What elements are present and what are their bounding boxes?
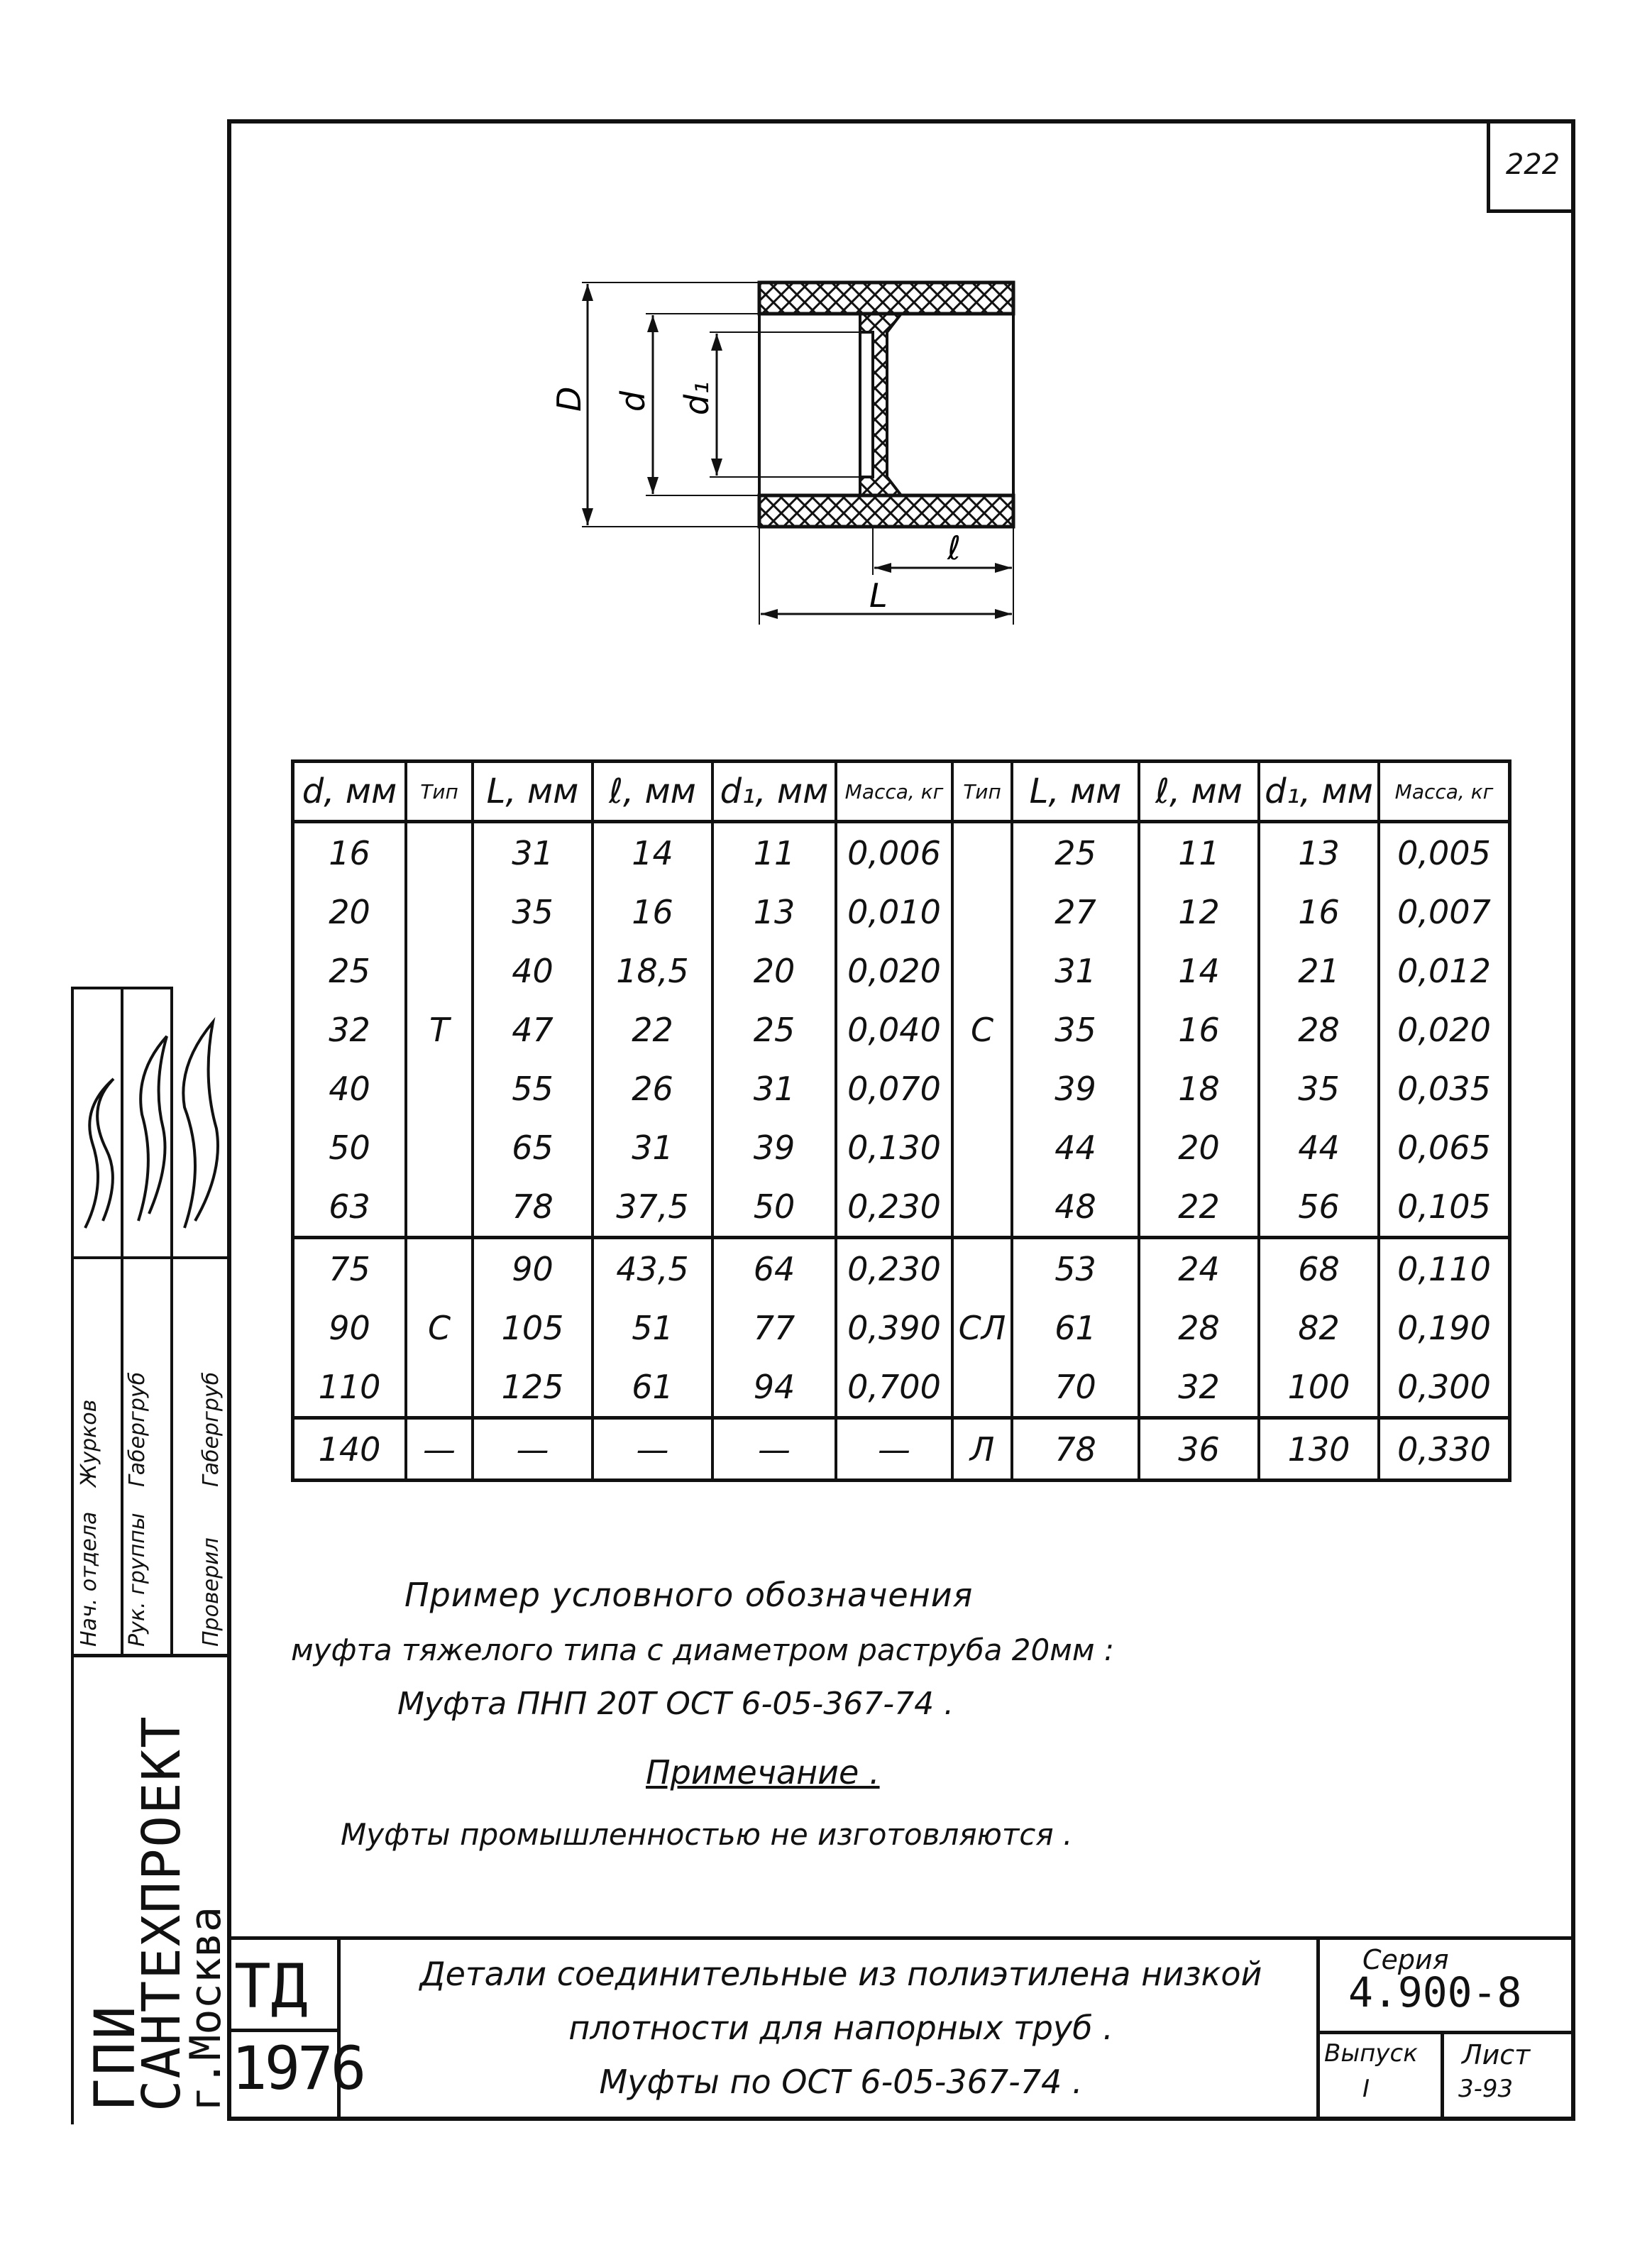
name-group-leader: Габергруб (125, 1371, 150, 1487)
cell-L: 31 (1012, 941, 1139, 1000)
cell-mass: 0,230 (836, 1238, 952, 1299)
table-row (293, 941, 1510, 1000)
cell-d: 32 (329, 1010, 370, 1049)
table-header-row (293, 762, 1510, 822)
series-label: Серия (1362, 1944, 1449, 1975)
cell-mass: 0,130 (836, 1118, 952, 1177)
cell-mass: 0,070 (836, 1059, 952, 1118)
cell-d: 25 (329, 951, 370, 990)
cell-L: 27 (1012, 882, 1139, 941)
label-l: ℓ (947, 529, 962, 567)
col-type-left: Тип (406, 762, 473, 822)
cell-l: 36 (1139, 1418, 1259, 1481)
cell-type-left: С (406, 1238, 473, 1418)
coupling-section-drawing (539, 256, 1079, 653)
cell-l: 18,5 (593, 941, 712, 1000)
label-D: D (550, 386, 588, 412)
cell-L: 125 (473, 1357, 593, 1418)
cell-mass: 0,020 (836, 941, 952, 1000)
table-row (293, 1059, 1510, 1118)
signature-3 (183, 1022, 218, 1228)
label-d1: d₁ (678, 381, 716, 415)
issue-label: Выпуск (1324, 2039, 1418, 2068)
document-title (369, 1947, 1313, 2109)
table-row (293, 1298, 1510, 1357)
cell-d: 110 (318, 1367, 381, 1406)
cell-mass: 0,010 (836, 882, 952, 941)
coupling-spec-table (291, 759, 1511, 1482)
cell-l: 37,5 (593, 1177, 712, 1238)
cell-d1: 39 (712, 1118, 836, 1177)
cell-d1: 77 (712, 1298, 836, 1357)
table-row (293, 1118, 1510, 1177)
label-L: L (869, 576, 888, 615)
cell-l: 18 (1139, 1059, 1259, 1118)
cell-L: 78 (1012, 1418, 1139, 1481)
cell-L: 39 (1012, 1059, 1139, 1118)
table-row (293, 822, 1510, 883)
cell-mass: 0,190 (1379, 1298, 1510, 1357)
cell-L: 35 (473, 882, 593, 941)
col-d1-left: d₁, мм (712, 762, 836, 822)
table-row (293, 1177, 1510, 1238)
cell-mass: 0,300 (1379, 1357, 1510, 1418)
cell-d1: 21 (1259, 941, 1379, 1000)
table-row (293, 1238, 1510, 1299)
series-cell (1316, 1940, 1575, 2121)
cell-mass: 0,005 (1379, 822, 1510, 883)
cell-d: 140 (293, 1418, 407, 1481)
org-line-3: г.Москва (181, 1906, 231, 2112)
cell-type-left: Т (406, 822, 473, 1238)
cell-type-right: СЛ (952, 1238, 1012, 1418)
document-code: ТД (234, 1951, 308, 2022)
cell-l: 11 (1139, 822, 1259, 883)
col-d1-right: d₁, мм (1259, 762, 1379, 822)
title-block (227, 1936, 1575, 2121)
org-line-2: САНТЕХПРОЕКТ (131, 1715, 192, 2112)
col-mass-right: Масса, кг (1379, 762, 1510, 822)
cell-mass: 0,105 (1379, 1177, 1510, 1238)
cell-L: 35 (1012, 1000, 1139, 1059)
cell-d: 50 (329, 1128, 370, 1167)
cell-d1: 31 (712, 1059, 836, 1118)
table-row (293, 1418, 1510, 1481)
cell-d1: 11 (712, 822, 836, 883)
cell-l: 16 (593, 882, 712, 941)
example-code: Муфта ПНП 20Т ОСТ 6-05-367-74 . (397, 1686, 954, 1722)
example-title: Пример условного обозначения (404, 1576, 974, 1614)
col-mass-left: Масса, кг (836, 762, 952, 822)
col-L-right: L, мм (1012, 762, 1139, 822)
cell-L: — (473, 1418, 593, 1481)
cell-d1: 25 (712, 1000, 836, 1059)
col-L-left: L, мм (473, 762, 593, 822)
title-line-3: Муфты по ОСТ 6-05-367-74 . (599, 2063, 1083, 2101)
example-description: муфта тяжелого типа с диаметром раструба 20мм : (291, 1633, 1115, 1667)
table-row (293, 1000, 1510, 1059)
cell-l: 61 (593, 1357, 712, 1418)
cell-d1: 35 (1259, 1059, 1379, 1118)
cell-type-right: С (952, 822, 1012, 1238)
cell-mass: 0,007 (1379, 882, 1510, 941)
cell-L: 90 (473, 1238, 593, 1299)
cell-l: 12 (1139, 882, 1259, 941)
cell-d1: 50 (712, 1177, 836, 1238)
cell-L: 31 (473, 822, 593, 883)
cell-mass: 0,035 (1379, 1059, 1510, 1118)
cell-d1: — (712, 1418, 836, 1481)
remark-text: Муфты промышленностью не изготовляются . (341, 1817, 1073, 1852)
label-d: d (614, 390, 652, 412)
cell-L: 40 (473, 941, 593, 1000)
col-l-right: ℓ, мм (1139, 762, 1259, 822)
cell-d1: 100 (1259, 1357, 1379, 1418)
cell-d1: 94 (712, 1357, 836, 1418)
cell-d1: 28 (1259, 1000, 1379, 1059)
cell-mass: 0,700 (836, 1357, 952, 1418)
cell-mass: 0,065 (1379, 1118, 1510, 1177)
cell-l: 43,5 (593, 1238, 712, 1299)
cell-L: 55 (473, 1059, 593, 1118)
cell-L: 25 (1012, 822, 1139, 883)
cell-l: 31 (593, 1118, 712, 1177)
cell-mass: 0,330 (1379, 1418, 1510, 1481)
signature-2 (138, 1036, 167, 1221)
role-group-leader: Рук. группы (125, 1513, 150, 1647)
cell-type-left: — (406, 1418, 473, 1481)
cell-mass: 0,110 (1379, 1238, 1510, 1299)
org-line-1: ГПИ (84, 2003, 148, 2112)
series-value: 4.900-8 (1348, 1968, 1522, 2017)
cell-d: 16 (329, 833, 370, 872)
cell-d: 90 (329, 1308, 370, 1347)
name-checked-by: Габергруб (199, 1371, 224, 1487)
cell-d1: 44 (1259, 1118, 1379, 1177)
sheet-label: Лист (1462, 2039, 1531, 2070)
cell-l: 28 (1139, 1298, 1259, 1357)
cell-L: 105 (473, 1298, 593, 1357)
cell-d: 63 (329, 1187, 370, 1226)
cell-L: 61 (1012, 1298, 1139, 1357)
cell-d1: 16 (1259, 882, 1379, 941)
cell-d1: 64 (712, 1238, 836, 1299)
signatures (71, 994, 227, 1263)
role-head-of-department: Нач. отдела (77, 1511, 101, 1647)
cell-L: 44 (1012, 1118, 1139, 1177)
title-line-2: плотности для напорных труб . (568, 2009, 1113, 2047)
cell-mass: 0,006 (836, 822, 952, 883)
cell-mass: 0,230 (836, 1177, 952, 1238)
cell-d1: 13 (712, 882, 836, 941)
table-row (293, 1357, 1510, 1418)
cell-d: 75 (293, 1238, 407, 1299)
cell-mass: 0,020 (1379, 1000, 1510, 1059)
sheet-value: 3-93 (1458, 2075, 1514, 2103)
role-checked-by: Проверил (199, 1537, 224, 1647)
document-code-cell (227, 1940, 364, 2121)
cell-mass: — (836, 1418, 952, 1481)
issue-value: I (1362, 2075, 1370, 2103)
cell-l: 14 (593, 822, 712, 883)
cell-d: 40 (329, 1069, 370, 1108)
cell-mass: 0,040 (836, 1000, 952, 1059)
signature-1 (85, 1079, 114, 1228)
cell-d1: 56 (1259, 1177, 1379, 1238)
cell-l: 22 (1139, 1177, 1259, 1238)
cell-l: 22 (593, 1000, 712, 1059)
cell-mass: 0,390 (836, 1298, 952, 1357)
cell-L: 70 (1012, 1357, 1139, 1418)
cell-l: — (593, 1418, 712, 1481)
cell-l: 16 (1139, 1000, 1259, 1059)
cell-d1: 13 (1259, 822, 1379, 883)
page-number: 222 (1487, 119, 1575, 213)
cell-l: 14 (1139, 941, 1259, 1000)
cell-L: 47 (473, 1000, 593, 1059)
title-line-1: Детали соединительные из полиэтилена низкой (419, 1955, 1262, 1993)
name-head-of-department: Журков (77, 1399, 101, 1487)
cell-d1: 130 (1259, 1418, 1379, 1481)
cell-L: 48 (1012, 1177, 1139, 1238)
cell-L: 78 (473, 1177, 593, 1238)
cell-d1: 20 (712, 941, 836, 1000)
cell-L: 65 (473, 1118, 593, 1177)
cell-mass: 0,012 (1379, 941, 1510, 1000)
document-year: 1976 (231, 2034, 364, 2103)
cell-L: 53 (1012, 1238, 1139, 1299)
remark-title: Примечание . (646, 1753, 880, 1792)
table-row (293, 882, 1510, 941)
cell-type-right: Л (952, 1418, 1012, 1481)
cell-l: 51 (593, 1298, 712, 1357)
cell-l: 20 (1139, 1118, 1259, 1177)
col-d: d, мм (293, 762, 407, 822)
cell-l: 24 (1139, 1238, 1259, 1299)
cell-l: 32 (1139, 1357, 1259, 1418)
col-type-right: Тип (952, 762, 1012, 822)
cell-d1: 82 (1259, 1298, 1379, 1357)
cell-l: 26 (593, 1059, 712, 1118)
cell-d: 20 (329, 892, 370, 931)
cell-d1: 68 (1259, 1238, 1379, 1299)
col-l-left: ℓ, мм (593, 762, 712, 822)
